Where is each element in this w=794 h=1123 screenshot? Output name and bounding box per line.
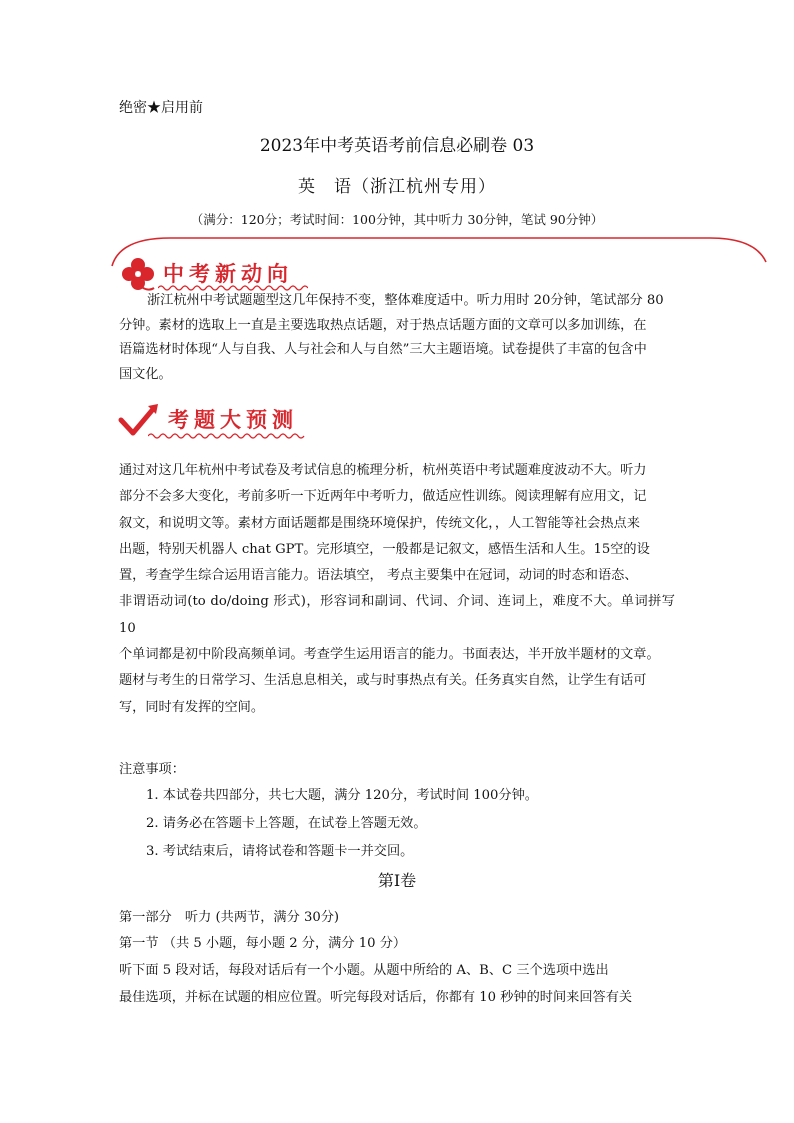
predict-line: 置，考查学生综合运用语言能力。语法填空， 考点主要集中在冠词，动词的时态和语态、 <box>119 568 638 584</box>
score-info: （满分：120分；考试时间：100分钟，其中听力 30分钟，笔试 90分钟） <box>190 212 604 227</box>
wavy-underline <box>148 432 308 440</box>
predict-line: 出题，特别天机器人 chat GPT。完形填空，一般都是记叙文，感悟生活和人生。15空的设 <box>119 541 650 557</box>
trend-line: 语篇选材时体现“人与自我、人与社会和人与自然”三大主题语境。试卷提供了丰富的包含中 <box>119 342 647 357</box>
predict-line: 非谓语动词(to do/doing 形式)，形容词和副词、代词、介词、连词上，难度不大。单词拼写 10 <box>119 594 675 636</box>
note-item: 2. 请务必在答题卡上答题，在试卷上答题无效。 <box>146 816 427 831</box>
confidential-label: 绝密★启用前 <box>119 100 203 116</box>
trend-line: 国文化。 <box>119 366 172 382</box>
predict-line: 写，同时有发挥的空间。 <box>119 699 265 715</box>
section-predict-header <box>118 400 418 442</box>
predict-line: 题材与考生的日常学习、生活息息相关，或与时事热点有关。任务真实自然，让学生有话可 <box>119 673 647 689</box>
exam-title: 2023年中考英语考前信息必刷卷 03 <box>259 136 535 156</box>
section-predict-body <box>119 458 675 721</box>
note-item: 1. 本试卷共四部分，共七大题，满分 120分，考试时间 100分钟。 <box>146 788 538 803</box>
note-item: 3. 考试结束后，请将试卷和答题卡一并交回。 <box>146 844 414 859</box>
section-trend-label: 中考新动向 <box>163 262 293 286</box>
flower-icon <box>118 254 158 294</box>
section-trend-header <box>118 254 418 294</box>
exam-subtitle: 英 语（浙江杭州专用） <box>298 177 496 197</box>
trend-line: 浙江杭州中考试题题型这几年保持不变，整体难度适中。听力用时 20分钟，笔试部分 80 <box>147 293 664 308</box>
instruction-line: 听下面 5 段对话，每段对话后有一个小题。从题中所给的 A、B、C 三个选项中选出 <box>119 963 609 978</box>
notes-title: 注意事项： <box>119 762 185 777</box>
predict-line: 叙文，和说明文等。素材方面话题都是围绕环境保护，传统文化，，人工智能等社会热点来 <box>119 515 640 531</box>
volume-title: 第Ⅰ卷 <box>377 871 417 890</box>
predict-line: 部分不会多大变化，考前多听一下近两年中考听力，做适应性训练。阅读理解有应用文，记 <box>119 489 647 505</box>
section-predict-label: 考题大预测 <box>168 408 298 432</box>
predict-line: 个单词都是初中阶段高频单词。考查学生运用语言的能力。书面表达，半开放半题材的文章。 <box>119 647 660 663</box>
trend-line: 分钟。素材的选取上一直是主要选取热点话题，对于热点话题方面的文章可以多加训练，在 <box>119 317 647 333</box>
predict-line: 通过对这几年杭州中考试卷及考试信息的梳理分析，杭州英语中考试题难度波动不大。听力 <box>119 463 647 478</box>
instruction-line: 最佳选项，并标在试题的相应位置。听完每段对话后，你都有 10 秒钟的时间来回答有关 <box>119 990 633 1005</box>
section-trend-body <box>119 289 675 387</box>
part-title: 第一部分 听力 (共两节，满分 30分) <box>119 910 340 925</box>
section-title: 第一节 （共 5 小题，每小题 2 分，满分 10 分） <box>119 936 407 951</box>
